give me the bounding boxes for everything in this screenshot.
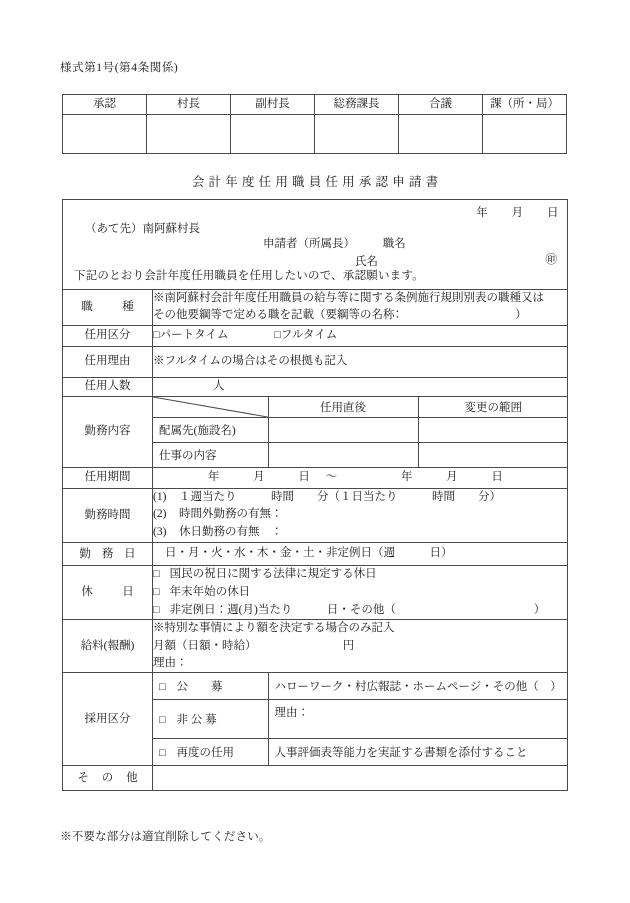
period-from-day: 日: [298, 470, 310, 483]
checkbox-icon: □: [153, 585, 160, 598]
approval-value-fukusoncho[interactable]: [231, 115, 315, 154]
value-hiring-class: [153, 673, 568, 766]
label-employment-period: 任用期間: [63, 467, 153, 488]
application-date: [476, 204, 559, 220]
label-holidays: 休 日: [63, 565, 153, 619]
approval-header-somukacho: 総務課長: [315, 95, 399, 115]
row-work-days: [63, 542, 568, 565]
work-hours-item-1-text: １週当たり 時間 分（１日当たり 時間 分）: [179, 490, 501, 503]
checkbox-open-recruitment-label: 公 募: [176, 681, 223, 694]
row-holidays: [63, 565, 568, 619]
work-days-text: 日・月・火・水・木・金・土・非定例日（週 日）: [165, 547, 453, 560]
label-headcount: 任用人数: [63, 377, 153, 396]
work-content-col-change-scope: 変更の範囲: [418, 397, 568, 418]
checkbox-holiday-national[interactable]: [153, 566, 567, 584]
work-hours-item-3: [153, 524, 567, 542]
checkbox-reappointment-label: 再度の任用: [176, 747, 235, 760]
checkbox-open-recruitment[interactable]: [153, 673, 268, 700]
work-content-detail-immediate[interactable]: [268, 442, 418, 467]
hiring-class-open-row: [153, 673, 568, 700]
form-number: 様式第1号(第4条関係): [60, 62, 179, 74]
work-content-header-row: [153, 397, 568, 418]
hiring-class-reappoint-row: [153, 739, 568, 766]
checkbox-no-open-recruitment[interactable]: [153, 700, 268, 739]
value-work-days[interactable]: [153, 542, 568, 565]
label-job-type: 職 種: [63, 290, 153, 326]
approval-table: [62, 94, 567, 154]
row-job-type: [63, 290, 568, 326]
approval-header-fukusoncho: 副村長: [231, 95, 315, 115]
work-hours-item-3-text: 休日勤務の有無 ：: [179, 526, 283, 539]
row-employment-period: [63, 467, 568, 488]
label-employment-reason: 任用理由: [63, 346, 153, 377]
approval-value-shonin[interactable]: [63, 115, 147, 154]
checkbox-part-time-label: パートタイム: [159, 328, 229, 341]
label-salary: 給料(報酬): [63, 620, 153, 673]
period-tilde: ～: [325, 470, 338, 483]
period-to-year: 年: [400, 470, 413, 483]
job-type-line2: その他要綱等で定める職を記載（要綱等の名称： ）: [153, 309, 527, 322]
approval-value-gougi[interactable]: [399, 115, 483, 154]
approval-value-soncho[interactable]: [147, 115, 231, 154]
form-header-row: [63, 200, 568, 290]
work-content-row-assignment-label: 配属先(施設名): [153, 417, 268, 442]
work-content-detail-change[interactable]: [418, 442, 568, 467]
work-hours-item-2-text: 時間外勤務の有無：: [179, 508, 283, 521]
value-headcount[interactable]: [153, 377, 568, 396]
row-work-content: [63, 396, 568, 467]
label-work-days: 勤 務 日: [63, 542, 153, 565]
work-hours-item-3-number: (3): [153, 526, 167, 539]
date-year-label: 年: [476, 207, 489, 219]
checkbox-no-open-recruitment-label: 非 公 募: [176, 714, 217, 727]
value-employment-reason[interactable]: ※フルタイムの場合はその根拠も記入: [153, 346, 568, 377]
approval-header-shonin: 承認: [63, 95, 147, 115]
value-salary[interactable]: [153, 620, 568, 673]
application-form-table: [62, 199, 568, 791]
row-other: [63, 766, 568, 791]
work-content-diagonal-cell: [153, 397, 268, 418]
row-employment-reason: [63, 346, 568, 377]
row-headcount: [63, 377, 568, 396]
approval-table-value-row: [63, 115, 567, 154]
checkbox-icon: □: [153, 328, 160, 341]
work-content-table: [153, 397, 568, 467]
work-hours-item-1: [153, 489, 567, 507]
period-from-year: 年: [207, 470, 220, 483]
value-job-type[interactable]: [153, 290, 568, 326]
footer-note: ※不要な部分は適宜削除してください。: [60, 831, 271, 843]
checkbox-icon: □: [159, 714, 166, 727]
checkbox-part-time[interactable]: [153, 329, 228, 341]
work-hours-item-1-number: (1): [153, 490, 167, 503]
row-work-hours: [63, 488, 568, 542]
request-statement: 下記のとおり会計年度任用職員を任用したいので、承認願います。: [74, 270, 424, 282]
value-work-hours[interactable]: [153, 488, 568, 542]
approval-value-ka[interactable]: [483, 115, 567, 154]
checkbox-icon: □: [153, 567, 160, 580]
checkbox-holiday-national-label: 国民の祝日に関する法律に規定する休日: [169, 567, 377, 580]
date-day-label: 日: [547, 207, 559, 219]
reappointment-detail: 人事評価表等能力を実証する書類を添付すること: [268, 739, 568, 766]
checkbox-icon: □: [159, 681, 166, 694]
value-holidays: [153, 565, 568, 619]
checkbox-reappointment[interactable]: [153, 739, 268, 766]
work-hours-item-2-number: (2): [153, 508, 167, 521]
applicant-block: [263, 235, 406, 269]
checkbox-holiday-irregular-label: 非定例日：週(月)当たり 日・その他（ ）: [169, 603, 546, 616]
label-employment-class: 任用区分: [63, 325, 153, 346]
value-employment-class: [153, 325, 568, 346]
job-type-line1: ※南阿蘇村会計年度任用職員の給与等に関する条例施行規則別表の職種又は: [153, 292, 544, 304]
checkbox-holiday-yearend-label: 年末年始の休日: [169, 585, 251, 598]
page-title: 会計年度任用職員任用承認申請書: [191, 175, 443, 189]
applicant-post-label: 職名: [382, 238, 406, 250]
seal-icon: ㊞: [545, 254, 557, 266]
diagonal-line-icon: [153, 397, 268, 417]
hiring-class-closed-row: [153, 700, 568, 739]
work-content-detail-row: [153, 442, 568, 467]
approval-header-gougi: 合議: [399, 95, 483, 115]
work-hours-item-2: [153, 506, 567, 524]
addressee: （あて先）南阿蘇村長: [85, 223, 200, 235]
checkbox-holiday-yearend[interactable]: [153, 584, 567, 602]
approval-value-somukacho[interactable]: [315, 115, 399, 154]
label-other: そ の 他: [63, 766, 153, 791]
checkbox-holiday-irregular[interactable]: [153, 602, 567, 620]
approval-header-ka: 課（所・局）: [483, 95, 567, 115]
work-content-col-immediate: 任用直後: [268, 397, 418, 418]
value-employment-period[interactable]: [153, 467, 568, 488]
approval-header-soncho: 村長: [147, 95, 231, 115]
headcount-unit: 人: [213, 379, 225, 392]
label-work-hours: 勤務時間: [63, 488, 153, 542]
hiring-class-table: [153, 673, 568, 765]
period-to-month: 月: [446, 470, 458, 483]
period-to-day: 日: [491, 470, 503, 483]
checkbox-icon: □: [159, 747, 166, 760]
salary-line3: 理由：: [153, 656, 188, 669]
row-salary: [63, 620, 568, 673]
checkbox-full-time[interactable]: [274, 329, 337, 341]
value-other[interactable]: [153, 766, 568, 791]
label-work-content: 勤務内容: [63, 396, 153, 467]
no-open-recruitment-detail[interactable]: 理由：: [268, 700, 568, 739]
applicant-label: 申請者（所属長）: [263, 238, 355, 250]
salary-line2: 月額（日額・時給） 円: [153, 639, 355, 652]
checkbox-icon: □: [153, 603, 160, 616]
work-content-assignment-immediate[interactable]: [268, 417, 418, 442]
form-header-cell: [63, 200, 568, 290]
checkbox-full-time-label: フルタイム: [280, 328, 338, 341]
work-content-row-detail-label: 仕事の内容: [153, 442, 268, 467]
work-content-assignment-row: [153, 417, 568, 442]
open-recruitment-detail: ハローワーク・村広報誌・ホームページ・その他（ ）: [268, 673, 568, 700]
row-employment-class: [63, 325, 568, 346]
work-content-assignment-change[interactable]: [418, 417, 568, 442]
date-month-label: 月: [511, 207, 524, 219]
salary-line1: ※特別な事情により額を決定する場合のみ記入: [153, 622, 395, 635]
approval-table-header-row: [63, 95, 567, 115]
applicant-name-label: 氏名: [355, 256, 378, 268]
row-hiring-class: [63, 673, 568, 766]
label-hiring-class: 採用区分: [63, 673, 153, 766]
value-work-content: [153, 396, 568, 467]
period-from-month: 月: [253, 470, 265, 483]
checkbox-icon: □: [274, 328, 281, 341]
